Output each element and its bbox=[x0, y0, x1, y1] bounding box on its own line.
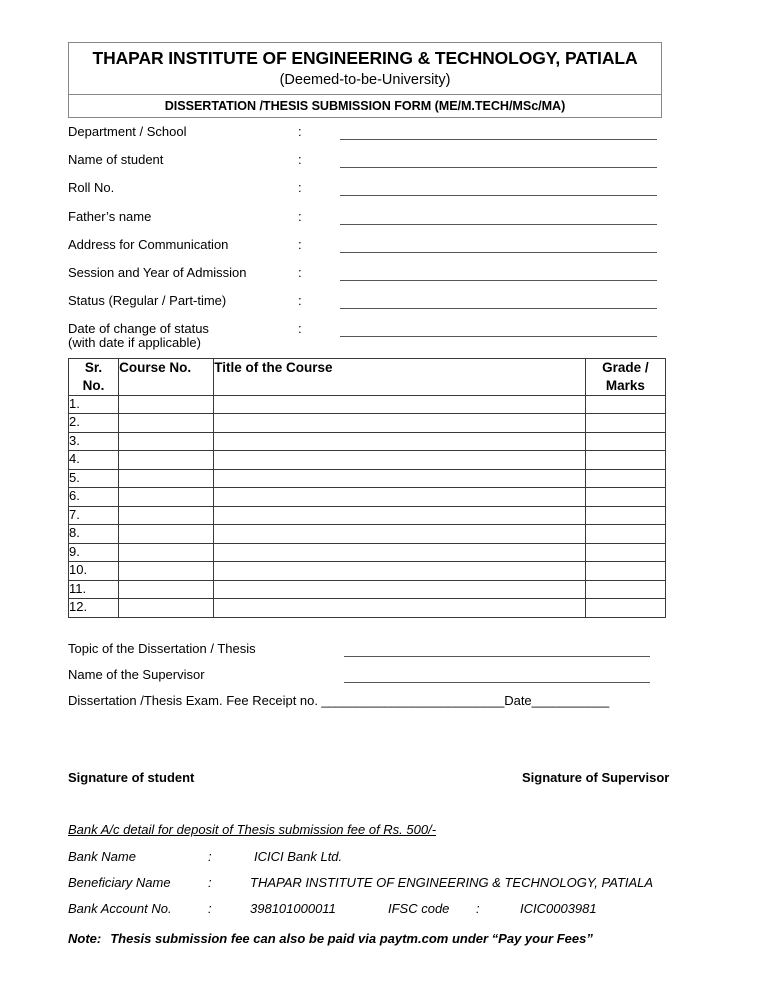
field-sublabel-date-change-status: (with date if applicable) bbox=[68, 335, 201, 351]
row-serial-number: 8. bbox=[69, 525, 119, 544]
bank-colon-account-no: : bbox=[208, 901, 212, 916]
row-course-title-cell[interactable] bbox=[214, 395, 586, 414]
bank-row-account-no bbox=[68, 901, 728, 927]
field-label-topic: Topic of the Dissertation / Thesis bbox=[68, 641, 256, 656]
bank-details-heading: Bank A/c detail for deposit of Thesis submission fee of Rs. 500/- bbox=[68, 822, 437, 837]
bank-details-section bbox=[68, 822, 728, 946]
field-label-department: Department / School bbox=[68, 124, 187, 139]
field-row-address bbox=[68, 237, 668, 265]
bank-colon-beneficiary: : bbox=[208, 875, 212, 890]
row-serial-number: 5. bbox=[69, 469, 119, 488]
row-grade-cell[interactable] bbox=[585, 525, 665, 544]
row-course-no-cell[interactable] bbox=[119, 469, 214, 488]
course-table bbox=[68, 358, 666, 618]
bank-label-ifsc: IFSC code bbox=[388, 901, 450, 916]
row-course-no-cell[interactable] bbox=[119, 562, 214, 581]
table-row bbox=[69, 488, 666, 507]
bank-colon-bank-name: : bbox=[208, 849, 212, 864]
field-input-department[interactable] bbox=[340, 139, 657, 140]
row-course-no-cell[interactable] bbox=[119, 543, 214, 562]
field-label-receipt-date: Date bbox=[504, 693, 532, 708]
form-header-box bbox=[68, 42, 662, 118]
table-row bbox=[69, 599, 666, 618]
row-course-no-cell[interactable] bbox=[119, 414, 214, 433]
table-row bbox=[69, 395, 666, 414]
field-colon-student-name: : bbox=[298, 152, 302, 168]
table-row bbox=[69, 469, 666, 488]
field-colon-date-change-status: : bbox=[298, 321, 302, 337]
row-grade-cell[interactable] bbox=[585, 562, 665, 581]
field-row-roll-no bbox=[68, 180, 668, 208]
row-course-title-cell[interactable] bbox=[214, 451, 586, 470]
field-label-session-year: Session and Year of Admission bbox=[68, 264, 247, 280]
field-label-status: Status (Regular / Part-time) bbox=[68, 293, 227, 309]
bank-value-account-no: 398101000011 bbox=[250, 901, 336, 916]
row-serial-number: 6. bbox=[69, 488, 119, 507]
field-row-fee-receipt bbox=[68, 693, 688, 719]
table-row bbox=[69, 451, 666, 470]
field-label-date-change-status: Date of change of status bbox=[68, 321, 209, 337]
field-colon-father-name: : bbox=[298, 208, 302, 224]
row-course-no-cell[interactable] bbox=[119, 525, 214, 544]
row-course-title-cell[interactable] bbox=[214, 506, 586, 525]
field-row-department bbox=[68, 124, 668, 152]
table-row bbox=[69, 414, 666, 433]
bank-value-ifsc: ICIC0003981 bbox=[520, 901, 597, 916]
column-header-course-title: Title of the Course bbox=[214, 359, 586, 396]
field-label-fee-receipt: Dissertation /Thesis Exam. Fee Receipt no. bbox=[68, 693, 318, 708]
row-course-title-cell[interactable] bbox=[214, 525, 586, 544]
row-grade-cell[interactable] bbox=[585, 451, 665, 470]
field-input-supervisor-name[interactable] bbox=[344, 682, 650, 683]
row-course-no-cell[interactable] bbox=[119, 395, 214, 414]
column-header-grade-marks bbox=[585, 359, 665, 396]
bank-label-bank-name: Bank Name bbox=[68, 849, 136, 864]
row-course-no-cell[interactable] bbox=[119, 580, 214, 599]
field-input-date-change-status[interactable] bbox=[340, 336, 657, 337]
row-grade-cell[interactable] bbox=[585, 488, 665, 507]
field-row-topic bbox=[68, 641, 688, 667]
row-course-no-cell[interactable] bbox=[119, 488, 214, 507]
field-input-session-year[interactable] bbox=[340, 280, 657, 281]
field-colon-department: : bbox=[298, 124, 302, 139]
institute-title: THAPAR INSTITUTE OF ENGINEERING & TECHNOLOGY, PATIALA bbox=[92, 48, 638, 68]
field-colon-session-year: : bbox=[298, 264, 302, 280]
field-row-father-name bbox=[68, 209, 668, 237]
field-row-student-name bbox=[68, 152, 668, 180]
table-row bbox=[69, 543, 666, 562]
field-row-date-change-status bbox=[68, 321, 668, 352]
payment-note-label: Note: bbox=[68, 931, 102, 946]
row-course-no-cell[interactable] bbox=[119, 506, 214, 525]
form-title: DISSERTATION /THESIS SUBMISSION FORM (ME/M.TECH/MSc/MA) bbox=[164, 99, 566, 114]
thesis-details-fields bbox=[68, 641, 688, 719]
field-label-roll-no: Roll No. bbox=[68, 180, 115, 196]
column-header-sr-line1: Sr. bbox=[84, 360, 103, 375]
row-grade-cell[interactable] bbox=[585, 599, 665, 618]
row-course-title-cell[interactable] bbox=[214, 580, 586, 599]
bank-value-bank-name: ICICI Bank Ltd. bbox=[254, 849, 343, 864]
signature-label-supervisor: Signature of Supervisor bbox=[522, 770, 670, 785]
row-serial-number: 10. bbox=[69, 562, 119, 581]
column-header-grade-line1: Grade / bbox=[602, 360, 649, 375]
bank-row-beneficiary bbox=[68, 875, 728, 901]
row-grade-cell[interactable] bbox=[585, 506, 665, 525]
course-table-body bbox=[69, 395, 666, 617]
payment-note-text: Thesis submission fee can also be paid via paytm.com under “Pay your Fees” bbox=[110, 931, 593, 946]
row-serial-number: 3. bbox=[69, 432, 119, 451]
field-label-address: Address for Communication bbox=[68, 236, 229, 252]
table-row bbox=[69, 580, 666, 599]
institute-subtitle: (Deemed-to-be-University) bbox=[279, 72, 451, 89]
row-grade-cell[interactable] bbox=[585, 432, 665, 451]
course-table-header-row bbox=[69, 359, 666, 396]
field-row-supervisor-name bbox=[68, 667, 688, 693]
row-course-title-cell[interactable] bbox=[214, 562, 586, 581]
table-row bbox=[69, 506, 666, 525]
row-grade-cell[interactable] bbox=[585, 395, 665, 414]
field-input-status[interactable] bbox=[340, 308, 657, 309]
field-input-fee-receipt[interactable]: __________________________ bbox=[318, 693, 505, 708]
row-serial-number: 11. bbox=[69, 580, 119, 599]
row-grade-cell[interactable] bbox=[585, 414, 665, 433]
row-course-title-cell[interactable] bbox=[214, 432, 586, 451]
row-serial-number: 1. bbox=[69, 395, 119, 414]
table-row bbox=[69, 525, 666, 544]
field-input-address[interactable] bbox=[340, 252, 657, 253]
row-course-title-cell[interactable] bbox=[214, 599, 586, 618]
column-header-sr-line2: No. bbox=[82, 377, 105, 393]
row-course-title-cell[interactable] bbox=[214, 488, 586, 507]
field-input-topic[interactable] bbox=[344, 656, 650, 657]
field-input-student-name[interactable] bbox=[340, 167, 657, 168]
table-row bbox=[69, 562, 666, 581]
field-input-receipt-date[interactable]: ___________ bbox=[531, 693, 610, 708]
row-serial-number: 4. bbox=[69, 451, 119, 470]
field-label-father-name: Father’s name bbox=[68, 208, 152, 224]
bank-value-beneficiary: THAPAR INSTITUTE OF ENGINEERING & TECHNOLOGY, PATIALA bbox=[250, 875, 654, 890]
bank-label-account-no: Bank Account No. bbox=[68, 901, 172, 916]
row-serial-number: 12. bbox=[69, 599, 119, 618]
field-row-session-year bbox=[68, 265, 668, 293]
field-input-father-name[interactable] bbox=[340, 224, 657, 225]
student-details-fields bbox=[68, 124, 668, 352]
row-serial-number: 2. bbox=[69, 414, 119, 433]
row-grade-cell[interactable] bbox=[585, 543, 665, 562]
row-course-title-cell[interactable] bbox=[214, 469, 586, 488]
row-course-no-cell[interactable] bbox=[119, 599, 214, 618]
column-header-sr-no bbox=[69, 359, 119, 396]
field-input-roll-no[interactable] bbox=[340, 195, 657, 196]
bank-label-beneficiary: Beneficiary Name bbox=[68, 875, 171, 890]
row-serial-number: 9. bbox=[69, 543, 119, 562]
row-serial-number: 7. bbox=[69, 506, 119, 525]
field-row-status bbox=[68, 293, 668, 321]
column-header-grade-line2: Marks bbox=[605, 377, 645, 393]
header-title-block bbox=[69, 43, 661, 94]
row-course-title-cell[interactable] bbox=[214, 543, 586, 562]
row-grade-cell[interactable] bbox=[585, 580, 665, 599]
row-grade-cell[interactable] bbox=[585, 469, 665, 488]
bank-row-bank-name bbox=[68, 849, 728, 875]
row-course-no-cell[interactable] bbox=[119, 432, 214, 451]
bank-colon-ifsc: : bbox=[476, 901, 480, 916]
table-row bbox=[69, 432, 666, 451]
field-colon-roll-no: : bbox=[298, 180, 302, 196]
payment-note bbox=[68, 931, 728, 946]
field-colon-address: : bbox=[298, 236, 302, 252]
field-colon-status: : bbox=[298, 293, 302, 309]
field-label-student-name: Name of student bbox=[68, 152, 164, 168]
signature-label-student: Signature of student bbox=[68, 770, 195, 785]
field-label-supervisor-name: Name of the Supervisor bbox=[68, 667, 205, 682]
row-course-title-cell[interactable] bbox=[214, 414, 586, 433]
row-course-no-cell[interactable] bbox=[119, 451, 214, 470]
column-header-course-no: Course No. bbox=[119, 359, 214, 396]
